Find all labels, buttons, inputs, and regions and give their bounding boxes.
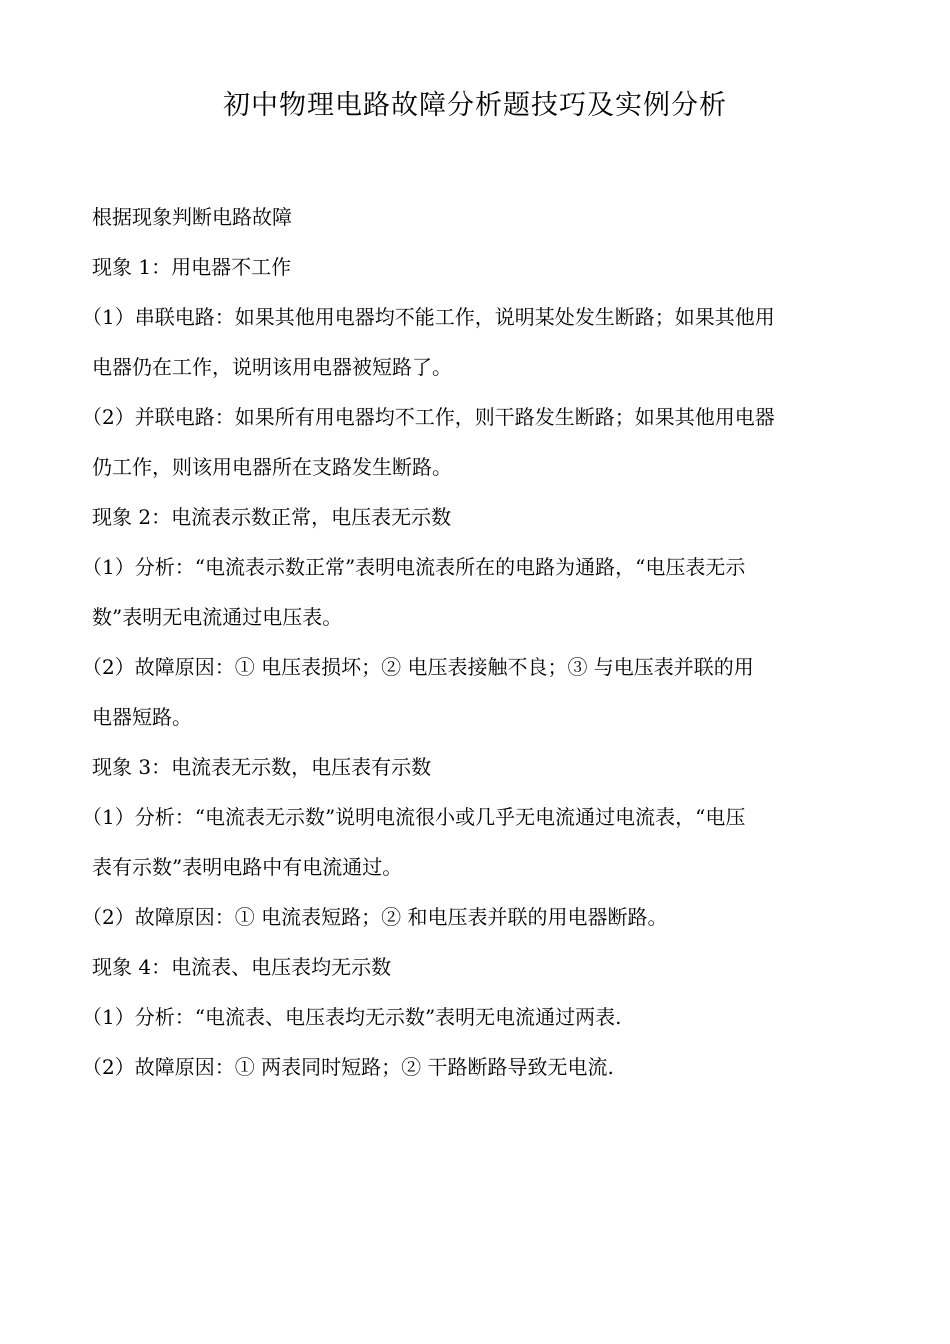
paragraph-line: （2）故障原因：① 电流表短路；② 和电压表并联的用电器断路。 bbox=[82, 905, 668, 929]
paragraph-line: 电器仍在工作，说明该用电器被短路了。 bbox=[92, 355, 452, 379]
paragraph-line: 表有示数”表明电路中有电流通过。 bbox=[92, 855, 403, 879]
paragraph-line: （1）串联电路：如果其他用电器均不能工作，说明某处发生断路；如果其他用 bbox=[82, 305, 775, 329]
paragraph-line: （2）故障原因：① 电压表损坏；② 电压表接触不良；③ 与电压表并联的用 bbox=[82, 655, 754, 679]
paragraph-line: （2）并联电路：如果所有用电器均不工作，则干路发生断路；如果其他用电器 bbox=[82, 405, 775, 429]
document-title: 初中物理电路故障分析题技巧及实例分析 bbox=[223, 90, 727, 121]
section-heading: 根据现象判断电路故障 bbox=[92, 205, 292, 229]
paragraph-line: 电器短路。 bbox=[92, 705, 192, 729]
paragraph-line: 仍工作，则该用电器所在支路发生断路。 bbox=[92, 455, 452, 479]
paragraph-line: （1）分析：“电流表、电压表均无示数”表明无电流通过两表. bbox=[82, 1005, 622, 1029]
paragraph-line: 数”表明无电流通过电压表。 bbox=[92, 605, 343, 629]
phenomenon-3-heading: 现象 3：电流表无示数，电压表有示数 bbox=[92, 755, 432, 779]
document-body bbox=[82, 192, 860, 1092]
phenomenon-2-heading: 现象 2：电流表示数正常，电压表无示数 bbox=[92, 505, 452, 529]
phenomenon-4-heading: 现象 4：电流表、电压表均无示数 bbox=[92, 955, 392, 979]
paragraph-line: （1）分析：“电流表示数正常”表明电流表所在的电路为通路，“电压表无示 bbox=[82, 555, 746, 579]
paragraph-line: （1）分析：“电流表无示数”说明电流很小或几乎无电流通过电流表，“电压 bbox=[82, 805, 746, 829]
paragraph-line: （2）故障原因：① 两表同时短路；② 干路断路导致无电流. bbox=[82, 1055, 614, 1079]
phenomenon-1-heading: 现象 1：用电器不工作 bbox=[92, 255, 292, 279]
